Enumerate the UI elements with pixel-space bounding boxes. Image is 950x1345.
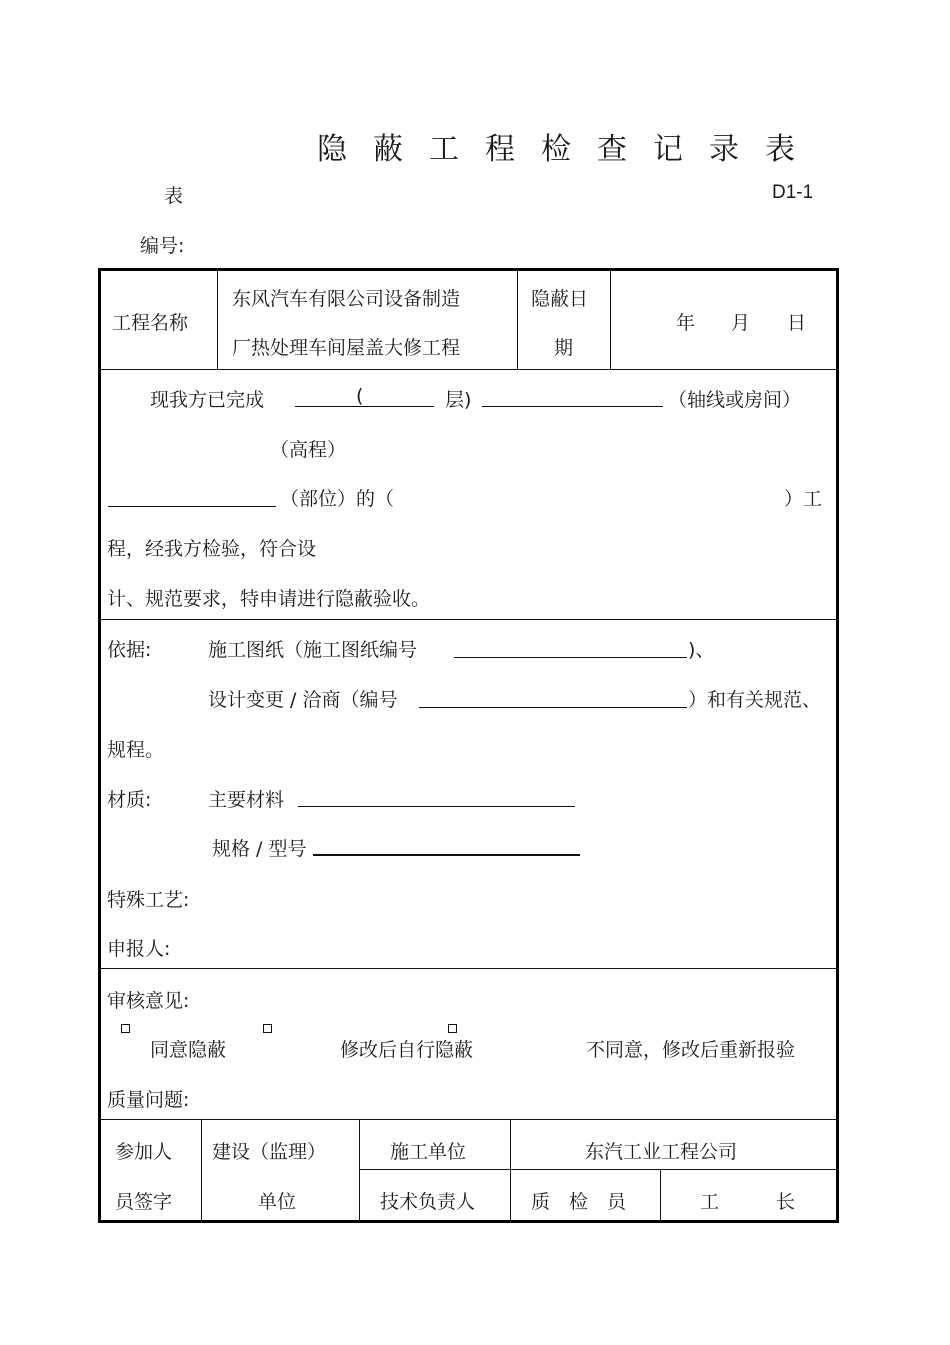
spec-label: 规格 / 型号 [212, 838, 307, 860]
quality-issue-label: 质量问题: [107, 1089, 190, 1111]
change-number-underline[interactable] [419, 707, 687, 708]
material-label: 材质: [107, 789, 152, 811]
page-title: 隐蔽工程检查记录表 [317, 132, 821, 167]
row-divider [360, 1169, 838, 1170]
project-name-label: 工程名称 [112, 312, 189, 334]
number-label: 编号: [140, 235, 185, 257]
participants-label: 参加人 [115, 1141, 173, 1163]
part-label: （部位）的（ [280, 488, 395, 510]
form-code: D1-1 [772, 182, 814, 203]
row-divider [98, 1119, 839, 1120]
table-border-left [98, 268, 101, 1223]
concealment-date-label-cont: 期 [554, 337, 574, 359]
tech-lead-label: 技术负责人 [380, 1191, 476, 1213]
col-divider [517, 270, 518, 370]
table-label: 表 [164, 185, 184, 207]
col-divider [660, 1170, 661, 1221]
applicant-label: 申报人: [107, 938, 171, 960]
col-divider [217, 270, 218, 370]
approve-option: 同意隐蔽 [150, 1039, 227, 1061]
main-material-underline[interactable] [298, 806, 575, 807]
drawing-number-underline[interactable] [454, 657, 687, 658]
foreman-label: 工 长 [700, 1191, 796, 1213]
floor-label: 层) [445, 389, 472, 411]
table-border-bottom [98, 1220, 839, 1223]
project-name-line2: 厂热处理车间屋盖大修工程 [232, 337, 461, 359]
owner-unit-label-cont: 单位 [258, 1191, 297, 1213]
completion-line2: 程，经我方检验，符合设 [107, 538, 317, 560]
drawings-end: )、 [688, 639, 715, 661]
project-name-line1: 东风汽车有限公司设备制造 [232, 288, 461, 310]
reject-checkbox[interactable] [448, 1024, 457, 1033]
drawings-label: 施工图纸（施工图纸编号 [208, 639, 418, 661]
axis-field-underline[interactable] [482, 406, 663, 407]
inspector-label: 质 检 员 [531, 1191, 627, 1213]
col-divider [359, 1120, 360, 1221]
work-close: ）工 [784, 488, 823, 510]
company-name: 东汽工业工程公司 [585, 1141, 738, 1163]
col-divider [201, 1120, 202, 1221]
reject-option: 不同意，修改后重新报验 [586, 1039, 796, 1061]
col-divider [510, 1120, 511, 1221]
concealment-date-label: 隐蔽日 [531, 288, 589, 310]
elevation-label: （高程） [270, 439, 347, 461]
floor-field-underline[interactable] [295, 406, 434, 407]
table-border-right [836, 268, 839, 1223]
main-material-label: 主要材料 [208, 789, 285, 811]
date-day[interactable]: 日 [787, 312, 807, 334]
approve-checkbox[interactable] [121, 1024, 130, 1033]
date-year[interactable]: 年 [676, 312, 696, 334]
participants-label-cont: 员签字 [115, 1191, 173, 1213]
changes-label: 设计变更 / 洽商（编号 [208, 689, 398, 711]
date-month[interactable]: 月 [731, 312, 751, 334]
completion-line3: 计、规范要求，特申请进行隐蔽验收。 [107, 588, 431, 610]
floor-open-paren: ( [356, 385, 364, 407]
part-field-underline[interactable] [108, 506, 276, 507]
spec-underline[interactable] [313, 854, 580, 856]
axis-label: （轴线或房间） [668, 389, 802, 411]
row-divider [98, 369, 839, 370]
contractor-label: 施工单位 [390, 1141, 467, 1163]
owner-unit-label: 建设（监理） [212, 1141, 327, 1163]
row-divider [98, 968, 839, 969]
revise-self-checkbox[interactable] [263, 1024, 272, 1033]
basis-label: 依据: [107, 639, 152, 661]
special-process-label: 特殊工艺: [107, 889, 190, 911]
changes-end: ）和有关规范、 [688, 689, 822, 711]
table-border-top [98, 268, 839, 271]
completion-prefix: 现我方已完成 [150, 389, 265, 411]
revise-self-option: 修改后自行隐蔽 [340, 1039, 474, 1061]
col-divider [610, 270, 611, 370]
review-label: 审核意见: [107, 990, 190, 1012]
rules-text: 规程。 [107, 739, 165, 761]
row-divider [98, 619, 839, 620]
